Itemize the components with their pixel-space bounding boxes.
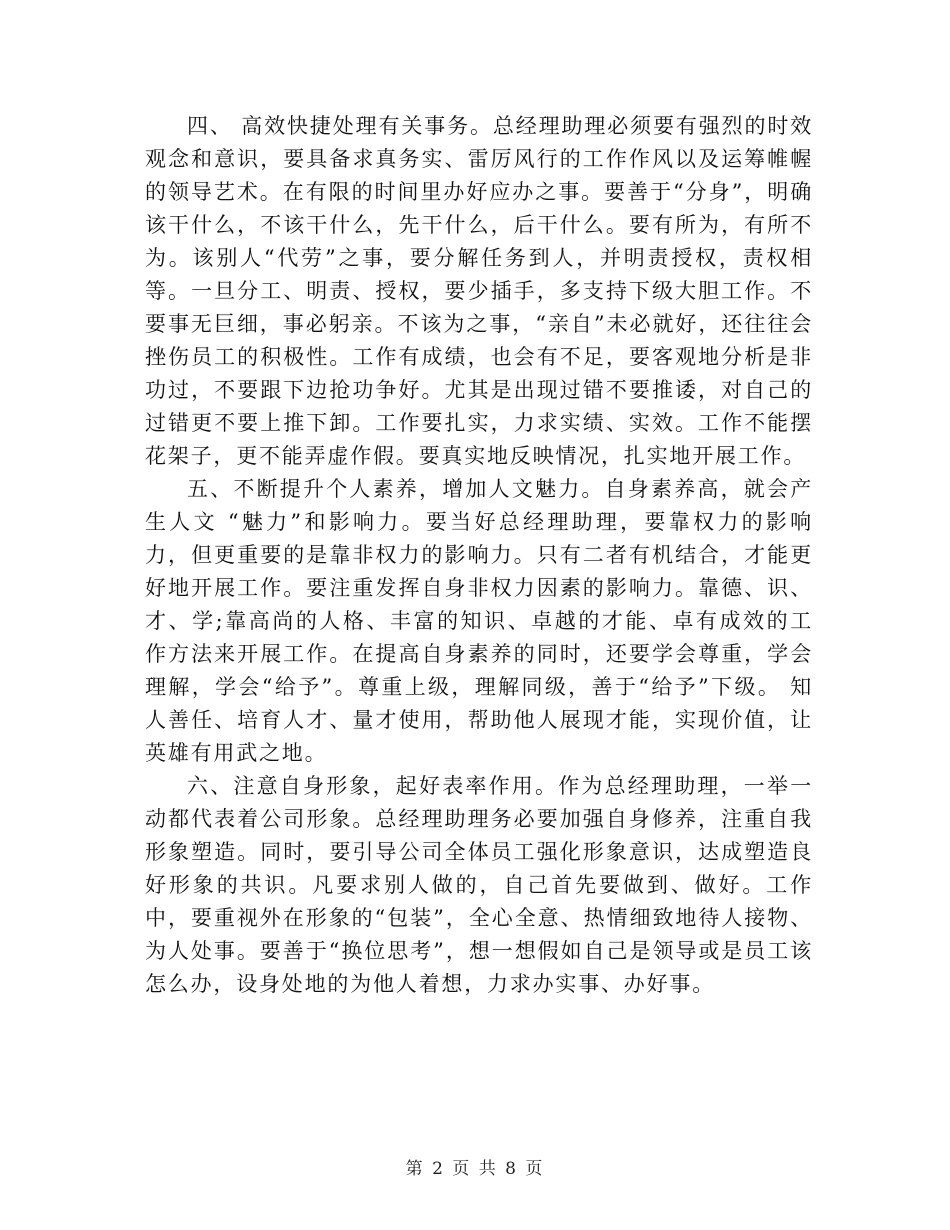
paragraph-section-5: 五、不断提升个人素养，增加人文魅力。自身素养高，就会产生人文 “魅力”和影响力。要当好总经理助理，要靠权力的影响力，但更重要的是靠非权力的影响力。只有二者有机结合，才能更好地开展工作。要注重发挥自身非权力因素的影响力。靠德、识、才、学;靠高尚的人格、丰富的知识、卓越的才能、卓有成效的工作方法来开展工作。在提高自身素养的同时，还要学会尊重，学会理解，学会“给予”。尊重上级，理解同级，善于“给予”下级。 知人善任、培育人才、量才使用，帮助他人展现才能，实现价值，让英雄有用武之地。 <box>145 477 813 765</box>
paragraph-section-4: 四、 高效快捷处理有关事务。总经理助理必须要有强烈的时效观念和意识，要具备求真务实、雷厉风行的工作作风以及运筹帷幄的领导艺术。在有限的时间里办好应办之事。要善于“分身”，明确该干什么，不该干什么，先干什么，后干什么。要有所为，有所不为。该别人“代劳”之事，要分解任务到人，并明责授权，责权相等。一旦分工、明责、授权，要少插手，多支持下级大胆工作。不要事无巨细，事必躬亲。不该为之事，“亲自”未必就好，还往往会挫伤员工的积极性。工作有成绩，也会有不足，要客观地分析是非功过，不要跟下边抢功争好。尤其是出现过错不要推诿，对自己的过错更不要上推下卸。工作要扎实，力求实绩、实效。工作不能摆花架子，更不能弄虚作假。要真实地反映情况，扎实地开展工作。 <box>145 114 813 468</box>
paragraph-section-6: 六、注意自身形象，起好表率作用。作为总经理助理，一举一动都代表着公司形象。总经理助理务必要加强自身修养，注重自我形象塑造。同时，要引导公司全体员工强化形象意识，达成塑造良好形象的共识。凡要求别人做的，自己首先要做到、做好。工作中，要重视外在形象的“包装”，全心全意、热情细致地待人接物、为人处事。要善于“换位思考”，想一想假如自己是领导或是员工该怎么办，设身处地的为他人着想，力求办实事、办好事。 <box>145 774 813 996</box>
page-number-footer: 第 2 页 共 8 页 <box>405 1159 545 1179</box>
document-body <box>145 110 813 1001</box>
